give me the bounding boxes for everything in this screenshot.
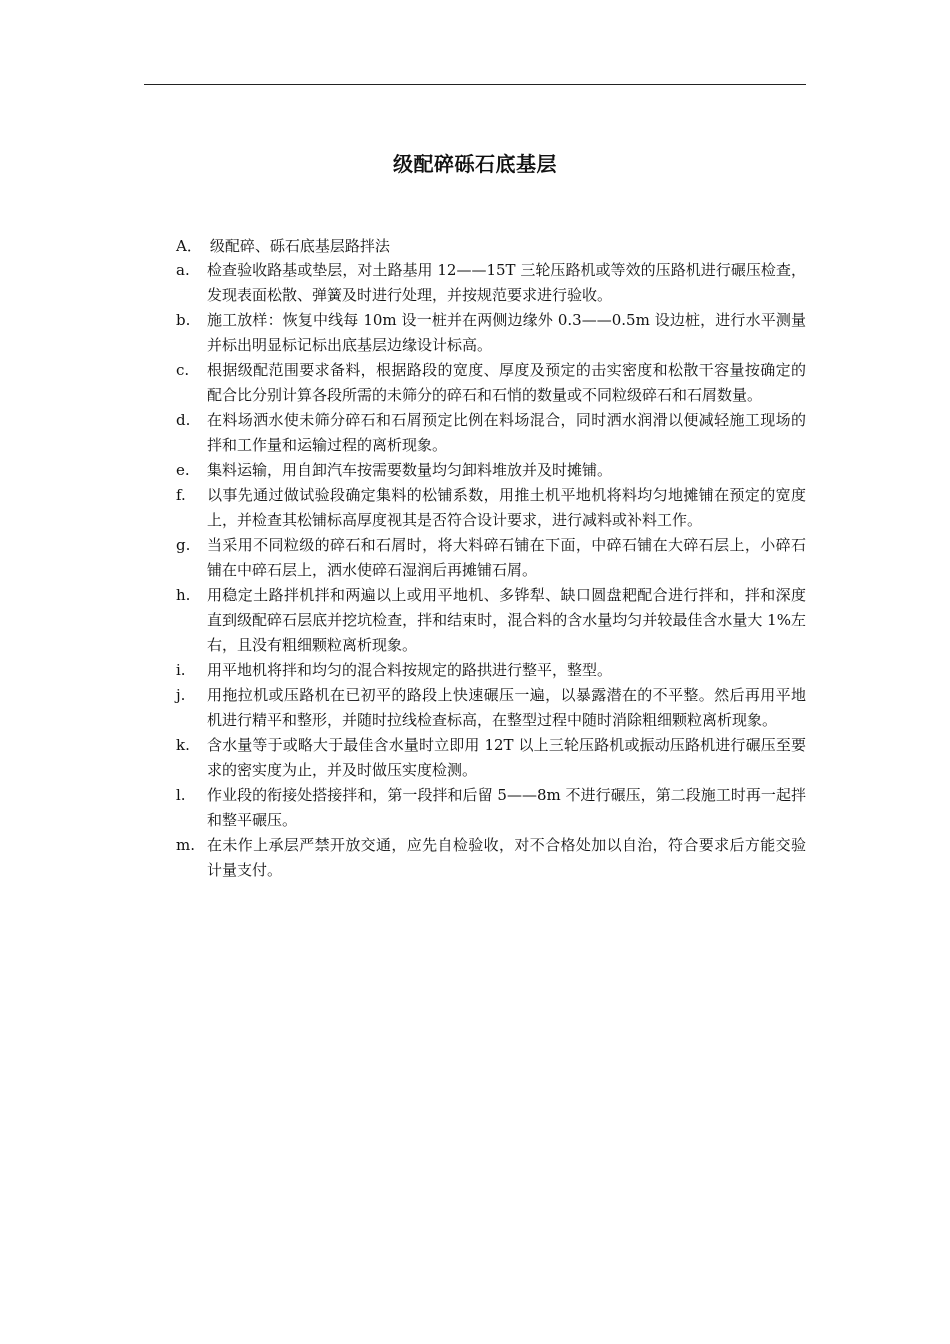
- item-label: l.: [176, 786, 186, 804]
- item-label: g.: [176, 536, 191, 554]
- list-item: [176, 583, 806, 658]
- procedure-list: [176, 258, 806, 883]
- list-item: [176, 308, 806, 358]
- item-text: 当采用不同粒级的碎石和石屑时，将大料碎石铺在下面，中碎石铺在大碎石层上，小碎石铺在中碎石层上，洒水使碎石湿润后再摊铺石屑。: [207, 536, 806, 579]
- item-text: 用拖拉机或压路机在已初平的路段上快速碾压一遍，以暴露潜在的不平整。然后再用平地机进行精平和整形，并随时拉线检查标高，在整型过程中随时消除粗细颗粒离析现象。: [207, 686, 806, 729]
- item-label: d.: [176, 411, 191, 429]
- item-label: i.: [176, 661, 186, 679]
- item-text: 检查验收路基或垫层，对土路基用 12——15T 三轮压路机或等效的压路机进行碾压检查，发现表面松散、弹簧及时进行处理，并按规范要求进行验收。: [207, 261, 806, 304]
- list-item: [176, 658, 806, 683]
- list-item: [176, 833, 806, 883]
- item-text: 在料场洒水使未筛分碎石和石屑预定比例在料场混合，同时洒水润滑以便减轻施工现场的拌和工作量和运输过程的离析现象。: [207, 411, 806, 454]
- document-body: [176, 234, 806, 883]
- item-label: f.: [176, 486, 186, 504]
- item-text: 用稳定土路拌机拌和两遍以上或用平地机、多铧犁、缺口圆盘耙配合进行拌和，拌和深度直到级配碎石层底并挖坑检查，拌和结束时，混合料的含水量均匀并较最佳含水量大 1%左右，且没有粗细颗粒离析现象。: [207, 586, 806, 654]
- item-text: 施工放样：恢复中线每 10m 设一桩并在两侧边缘外 0.3——0.5m 设边桩，进行水平测量并标出明显标记标出底基层边缘设计标高。: [207, 311, 806, 354]
- item-label: k.: [176, 736, 190, 754]
- item-label: c.: [176, 361, 190, 379]
- item-text: 作业段的衔接处搭接拌和，第一段拌和后留 5——8m 不进行碾压，第二段施工时再一起拌和整平碾压。: [207, 786, 806, 829]
- item-text: 以事先通过做试验段确定集料的松铺系数，用推土机平地机将料均匀地摊铺在预定的宽度上，并检查其松铺标高厚度视其是否符合设计要求，进行减料或补料工作。: [207, 486, 806, 529]
- list-item: [176, 458, 806, 483]
- item-text: 在未作上承层严禁开放交通，应先自检验收，对不合格处加以自治，符合要求后方能交验计量支付。: [207, 836, 806, 879]
- item-label: a.: [176, 261, 190, 279]
- item-text: 根据级配范围要求备料，根据路段的宽度、厚度及预定的击实密度和松散干容量按确定的配合比分别计算各段所需的未筛分的碎石和石悄的数量或不同粒级碎石和石屑数量。: [207, 361, 806, 404]
- item-label: j.: [176, 686, 186, 704]
- section-text: 级配碎、砾石底基层路拌法: [209, 237, 390, 255]
- list-item: [176, 783, 806, 833]
- list-item: [176, 733, 806, 783]
- header-rule: [144, 84, 806, 85]
- item-label: e.: [176, 461, 190, 479]
- list-item: [176, 358, 806, 408]
- list-item: [176, 408, 806, 458]
- list-item: [176, 533, 806, 583]
- item-text: 含水量等于或略大于最佳含水量时立即用 12T 以上三轮压路机或振动压路机进行碾压至要求的密实度为止，并及时做压实度检测。: [207, 736, 806, 779]
- item-text: 用平地机将拌和均匀的混合料按规定的路拱进行整平，整型。: [207, 661, 613, 679]
- item-label: b.: [176, 311, 191, 329]
- list-item: [176, 683, 806, 733]
- document-title: 级配碎砾石底基层: [393, 152, 557, 176]
- item-text: 集料运输，用自卸汽车按需要数量均匀卸料堆放并及时摊铺。: [207, 461, 613, 479]
- item-label: h.: [176, 586, 191, 604]
- item-label: m.: [176, 836, 195, 854]
- list-item: [176, 483, 806, 533]
- section-heading: [176, 234, 806, 258]
- list-item: [176, 258, 806, 308]
- section-label: A．: [176, 237, 202, 255]
